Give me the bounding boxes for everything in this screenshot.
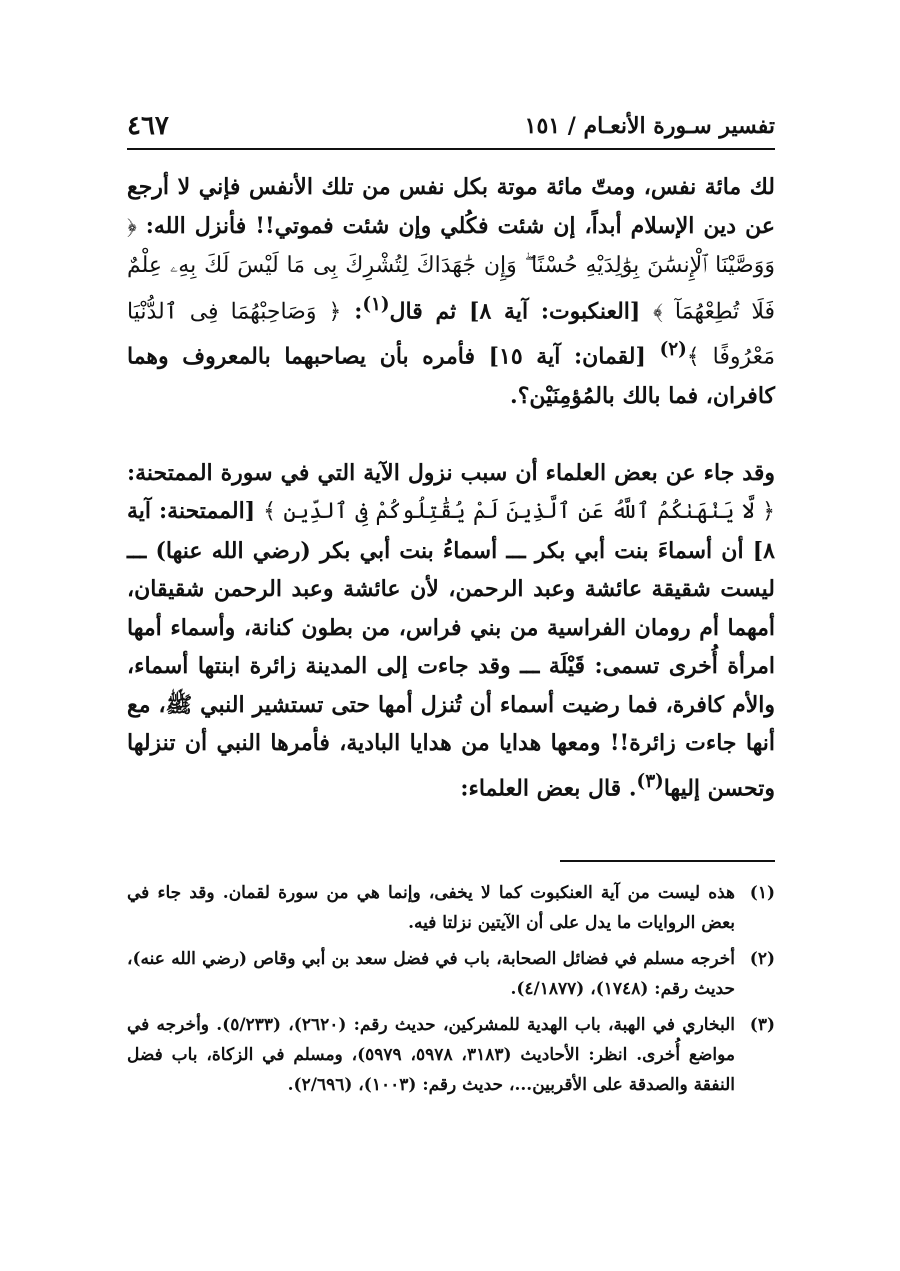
footnote-2 <box>127 944 775 1004</box>
footnote-number: (٢) <box>749 949 775 969</box>
page-header <box>127 100 775 144</box>
footnote-separator <box>560 860 775 862</box>
header-rule <box>127 148 775 150</box>
footnote-text: أخرجه مسلم في فضائل الصحابة، باب في فضل سعد بن أبي وقاص (رضي الله عنه)، حديث رقم: (١٧٤٨)، (٤/١٨٧٧). <box>127 949 735 999</box>
paragraph-1-text-4: [لقمان: آية ١٥] فأمره بأن يصاحبهما بالمعروف وهما كافران، فما بالك بالمُؤمِنَيْن؟. <box>127 343 775 410</box>
quran-verse-luqman: ﴿ وَصَاحِبْهُمَا فِى ٱلدُّنْيَا مَعْرُوفًا ﴾ <box>127 298 776 370</box>
footnote-text: هذه ليست من آية العنكبوت كما لا يخفى، وإنما هي من سورة لقمان. وقد جاء في بعض الروايات ما يدل على أن الآيتين نزلتا فيه. <box>127 883 735 933</box>
paragraph-2 <box>127 454 775 808</box>
footnote-ref-2: (٢) <box>659 339 687 361</box>
footnote-ref-1: (١) <box>362 293 390 315</box>
paragraph-2-text-3: . قال بعض العلماء: <box>460 774 637 801</box>
footnote-3 <box>127 1010 775 1100</box>
footnote-ref-3: (٣) <box>636 770 664 792</box>
footnotes <box>127 878 775 1106</box>
paragraph-2-text-1: وقد جاء عن بعض العلماء أن سبب نزول الآية التي في سورة الممتحنة: <box>127 459 775 486</box>
footnote-number: (١) <box>749 883 775 903</box>
footnote-text: البخاري في الهبة، باب الهدية للمشركين، حديث رقم: (٢٦٢٠)، (٥/٢٣٣). وأخرجه في مواضع أُخرى. انظر: الأحاديث (٣١٨٣، ٥٩٧٨، ٥٩٧٩)، ومسلم في الزكاة، باب فضل النفقة والصدقة على الأقربين...، حديث رقم: (١٠٠٣)، (٢/٦٩٦). <box>127 1015 736 1095</box>
book-page <box>127 100 775 1190</box>
running-title: تفسير سـورة الأنعـام / ١٥١ <box>524 113 775 139</box>
quran-verse-ankabut: ﴿ وَوَصَّيْنَا ٱلْإِنسَٰنَ بِوَٰلِدَيْهِ حُسْنًا ۖ وَإِن جَٰهَدَاكَ لِتُشْرِكَ بِى مَا لَيْسَ لَكَ بِهِۦ عِلْمٌ فَلَا تُطِعْهُمَآ ﴾ <box>127 213 775 324</box>
quran-verse-mumtahina: ﴿ لَّا يَنْهَىٰكُمُ ٱللَّهُ عَنِ ٱلَّذِينَ لَمْ يُقَٰتِلُوكُمْ فِى ٱلدِّينِ ﴾ <box>263 499 775 525</box>
footnote-1 <box>127 878 775 938</box>
page-number: ٤٦٧ <box>127 111 169 141</box>
paragraph-1 <box>127 168 775 416</box>
footnote-number: (٣) <box>749 1015 775 1035</box>
paragraph-1-text-3: : <box>341 297 363 324</box>
paragraph-1-text-2: [العنكبوت: آية ٨] ثم قال <box>389 297 654 324</box>
body-text <box>127 168 775 807</box>
paragraph-2-text-2: [الممتحنة: آية ٨] أن أسماءَ بنت أبي بكر ـــ أسماءُ بنت أبي بكر (رضي الله عنها) ـــ ليست شقيقة عائشة وعبد الرحمن، لأن عائشة وعبد الرحمن شقيقان، أمهما أم رومان الفراسية من بني فراس، من بطون كنانة، وأسماء أمها امرأة أُخرى تسمى: قَيْلَة ـــ وقد جاءت إلى المدينة زائرة ابنتها أسماء، والأم كافرة، فما رضيت أسماء أن تُنزل أمها حتى تستشير النبي ﷺ، مع أنها جاءت زائرة!! ومعها هدايا من هدايا البادية، فأمرها النبي أن تنزلها وتحسن إليها <box>127 498 775 801</box>
paragraph-1-text-1: لك مائة نفس، ومتّ مائة موتة بكل نفس من تلك الأنفس فإني لا أرجع عن دين الإسلام أبداً، إن شئت فكُلي وإن شئت فموتي!! فأنزل الله: <box>127 174 775 239</box>
